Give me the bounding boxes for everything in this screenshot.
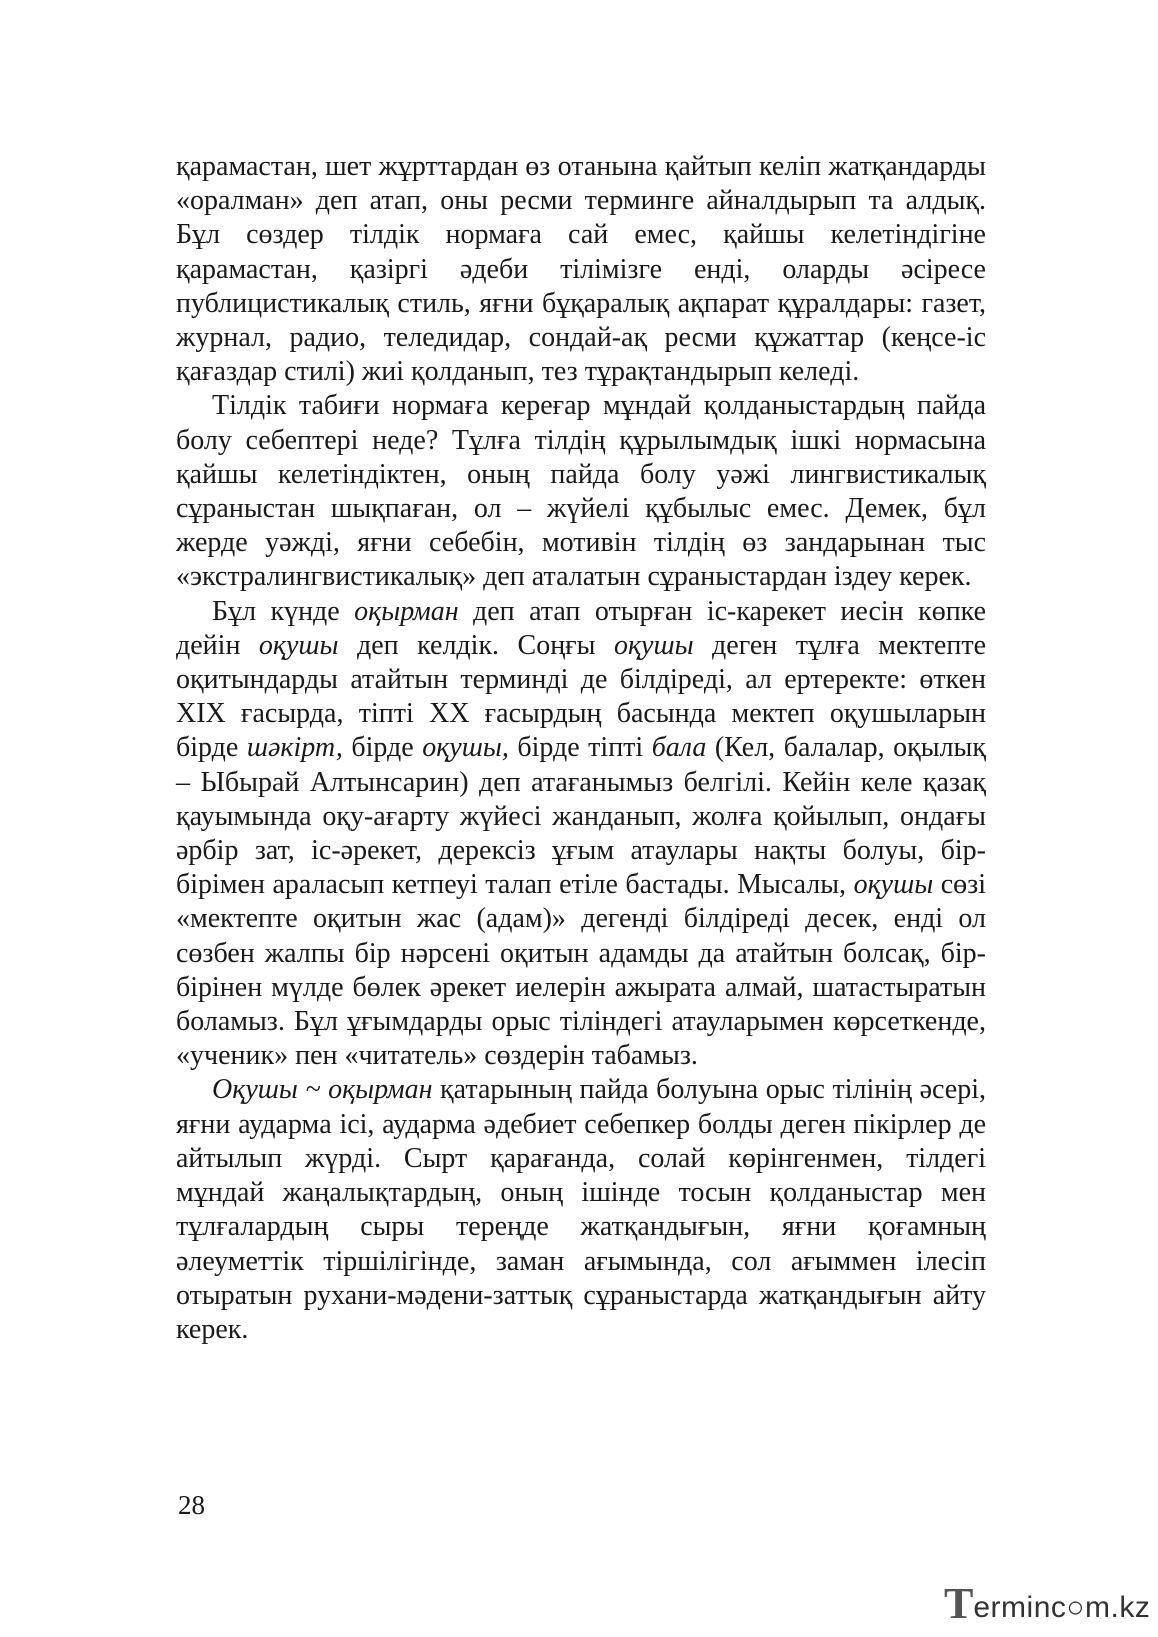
text-run: деп атап отырған іс-карекет иесін көпке дейін (176, 595, 987, 661)
text-run: деген тұлға мектепте оқитындарды атайтын терминді де білдіреді, ал ертеректе: өткен XIX ғасырда, тіпті XX ғасырдың басында мектеп оқушыларын бірде (176, 629, 986, 764)
logo-domain: m.kz (1085, 1591, 1151, 1624)
italic-term: оқушы (613, 629, 694, 661)
italic-term: шәкірт, (246, 732, 343, 764)
text-run: Бұл күнде (212, 595, 355, 627)
italic-term: оқырман (354, 595, 459, 627)
italic-term: оқушы (853, 869, 934, 901)
text-run: қатарының пайда болуына орыс тілінің әсері, яғни аудармa ісі, аудармa әдебиет себепкер болды деген пікірлер де айтылып жүрді. Сырт қарағанда, солай көрінгенмен, тілдегі мұндай жаңалықтардың, оның ішінде тосын қолданыстар мен тұлғалардың сыры тереңде жатқандығын, яғни қоғамның әлеуметтік тіршілігінде, заман ағымында, сол ағыммен ілесіп отыратын рухани-мәдени-заттық сұраныстарда жатқандығын айту керек. (176, 1074, 986, 1345)
text-run: Тілдік табиғи нормаға кереғар мұндай қолданыстардың пайда болу себептері неде? Тұлға тілдің құрылымдық ішкі нормасына қайшы келетіндіктен, оның пайда болу уәжі лингвистикалық сұраныстан шықпаған, ол – жүйелі құбылыс емес. Демек, бұл жерде уәжді, яғни себебін, мотивін тілдің өз зандарынан тыс «экстралингвистикалық» деп аталатын сұраныстардан іздеу керек. (176, 390, 986, 593)
logo-magnifier-icon: ○ (1066, 1591, 1085, 1624)
italic-term: Оқушы ~ оқырман (212, 1074, 433, 1106)
logo-text: erminc (973, 1591, 1067, 1624)
page-number: 28 (178, 1490, 205, 1520)
body-text (176, 150, 986, 1347)
italic-term: бала (651, 732, 707, 764)
logo-first-letter: T (944, 1579, 974, 1628)
paragraph (176, 1073, 986, 1347)
text-run: сөзі «мектепте оқитын жас (адам)» дегенді білдіреді десек, енді ол сөзбен жалпы бір нәрсені оқитын адамды да атайтын болсақ, бір-бірінен мүлде бөлек әрекет иелерін ажырата алмай, шатастыратын боламыз. Бұл ұғымдарды орыс тіліндегі атауларымен көрсеткенде, «ученик» пен «читатель» сөздерін табамыз. (176, 869, 986, 1072)
paragraph (176, 389, 986, 594)
text-run: бірде тіпті (508, 732, 652, 764)
text-run: (Кел, балалар, оқылық – Ыбырай Алтынсарин) деп атағанымыз белгілі. Кейін келе қазақ қауымында оқу-ағарту жүйесі жанданып, жолға қойылып, ондағы әрбір зат, іс-әрекет, дерексіз ұғым атаулары нақты болуы, бір- бірімен араласып кетпеуі талап етіле бастады. Мысалы, (176, 732, 986, 901)
text-run: деп келдік. Соңғы (338, 629, 614, 661)
text-run: қарамастан, шет жұрттардан өз отанына қайтып келіп жатқандарды «оралман» деп атап, оны ресми терминге айналдырып та алдық. Бұл сөздер тілдік нормаға сай емес, қайшы келетіндігіне қарамастан, қазіргі әдеби тілімізге енді, оларды әсіресе публицистикалық стиль, яғни бұқаралық ақпарат құралдары: газет, журнал, радио, теледидар, сондай-ақ ресми құжаттар (кеңсе-іс қағаздар стилі) жиі қолданып, тез тұрақтандырып келеді. (176, 151, 986, 388)
text-run: бірде (342, 732, 423, 764)
termincom-logo (944, 1578, 1150, 1626)
paragraph (176, 150, 986, 389)
paragraph (176, 595, 986, 1074)
italic-term: оқушы (258, 629, 339, 661)
italic-term: оқушы, (422, 732, 509, 764)
